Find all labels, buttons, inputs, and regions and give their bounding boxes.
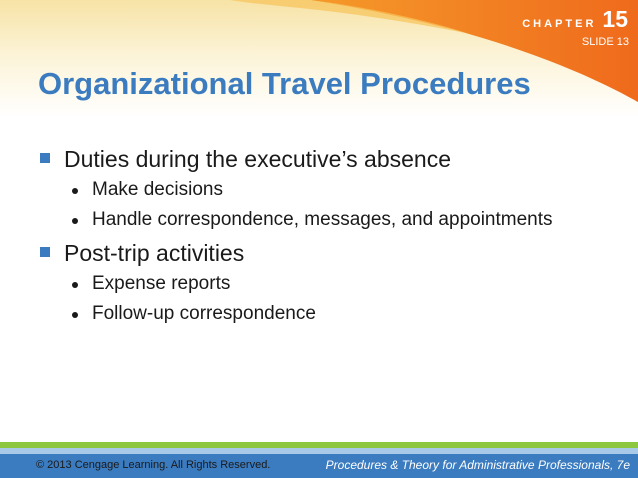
chapter-indicator: [522, 6, 628, 33]
sub-bullet-text: Make decisions: [92, 179, 223, 200]
bullet-list: [38, 144, 618, 332]
dot-bullet-icon: [72, 218, 78, 224]
sub-bullet-item: [38, 272, 562, 296]
bullet-item: [38, 144, 618, 174]
sub-bullet-item: [38, 178, 562, 202]
footer-light-stripe: [0, 448, 638, 454]
sub-bullet-text: Handle correspondence, messages, and appointments: [92, 209, 553, 230]
chapter-label: CHAPTER: [522, 18, 597, 30]
copyright-text: © 2013 Cengage Learning. All Rights Reserved.: [36, 459, 271, 471]
book-title: Procedures & Theory for Administrative Professionals, 7e: [325, 458, 630, 472]
sub-bullet-text: Follow-up correspondence: [92, 303, 316, 324]
slide-title: Organizational Travel Procedures: [38, 66, 531, 101]
dot-bullet-icon: [72, 282, 78, 288]
dot-bullet-icon: [72, 312, 78, 318]
bullet-text: Duties during the executive’s absence: [64, 146, 451, 172]
chapter-number: 15: [602, 6, 628, 32]
bullet-text: Post-trip activities: [64, 240, 245, 266]
square-bullet-icon: [40, 247, 50, 257]
sub-bullet-item: [38, 302, 562, 326]
bullet-item: [38, 238, 618, 268]
sub-bullet-item: [38, 208, 562, 232]
square-bullet-icon: [40, 153, 50, 163]
slide-number: SLIDE 13: [581, 36, 629, 48]
dot-bullet-icon: [72, 188, 78, 194]
sub-bullet-text: Expense reports: [92, 273, 231, 294]
